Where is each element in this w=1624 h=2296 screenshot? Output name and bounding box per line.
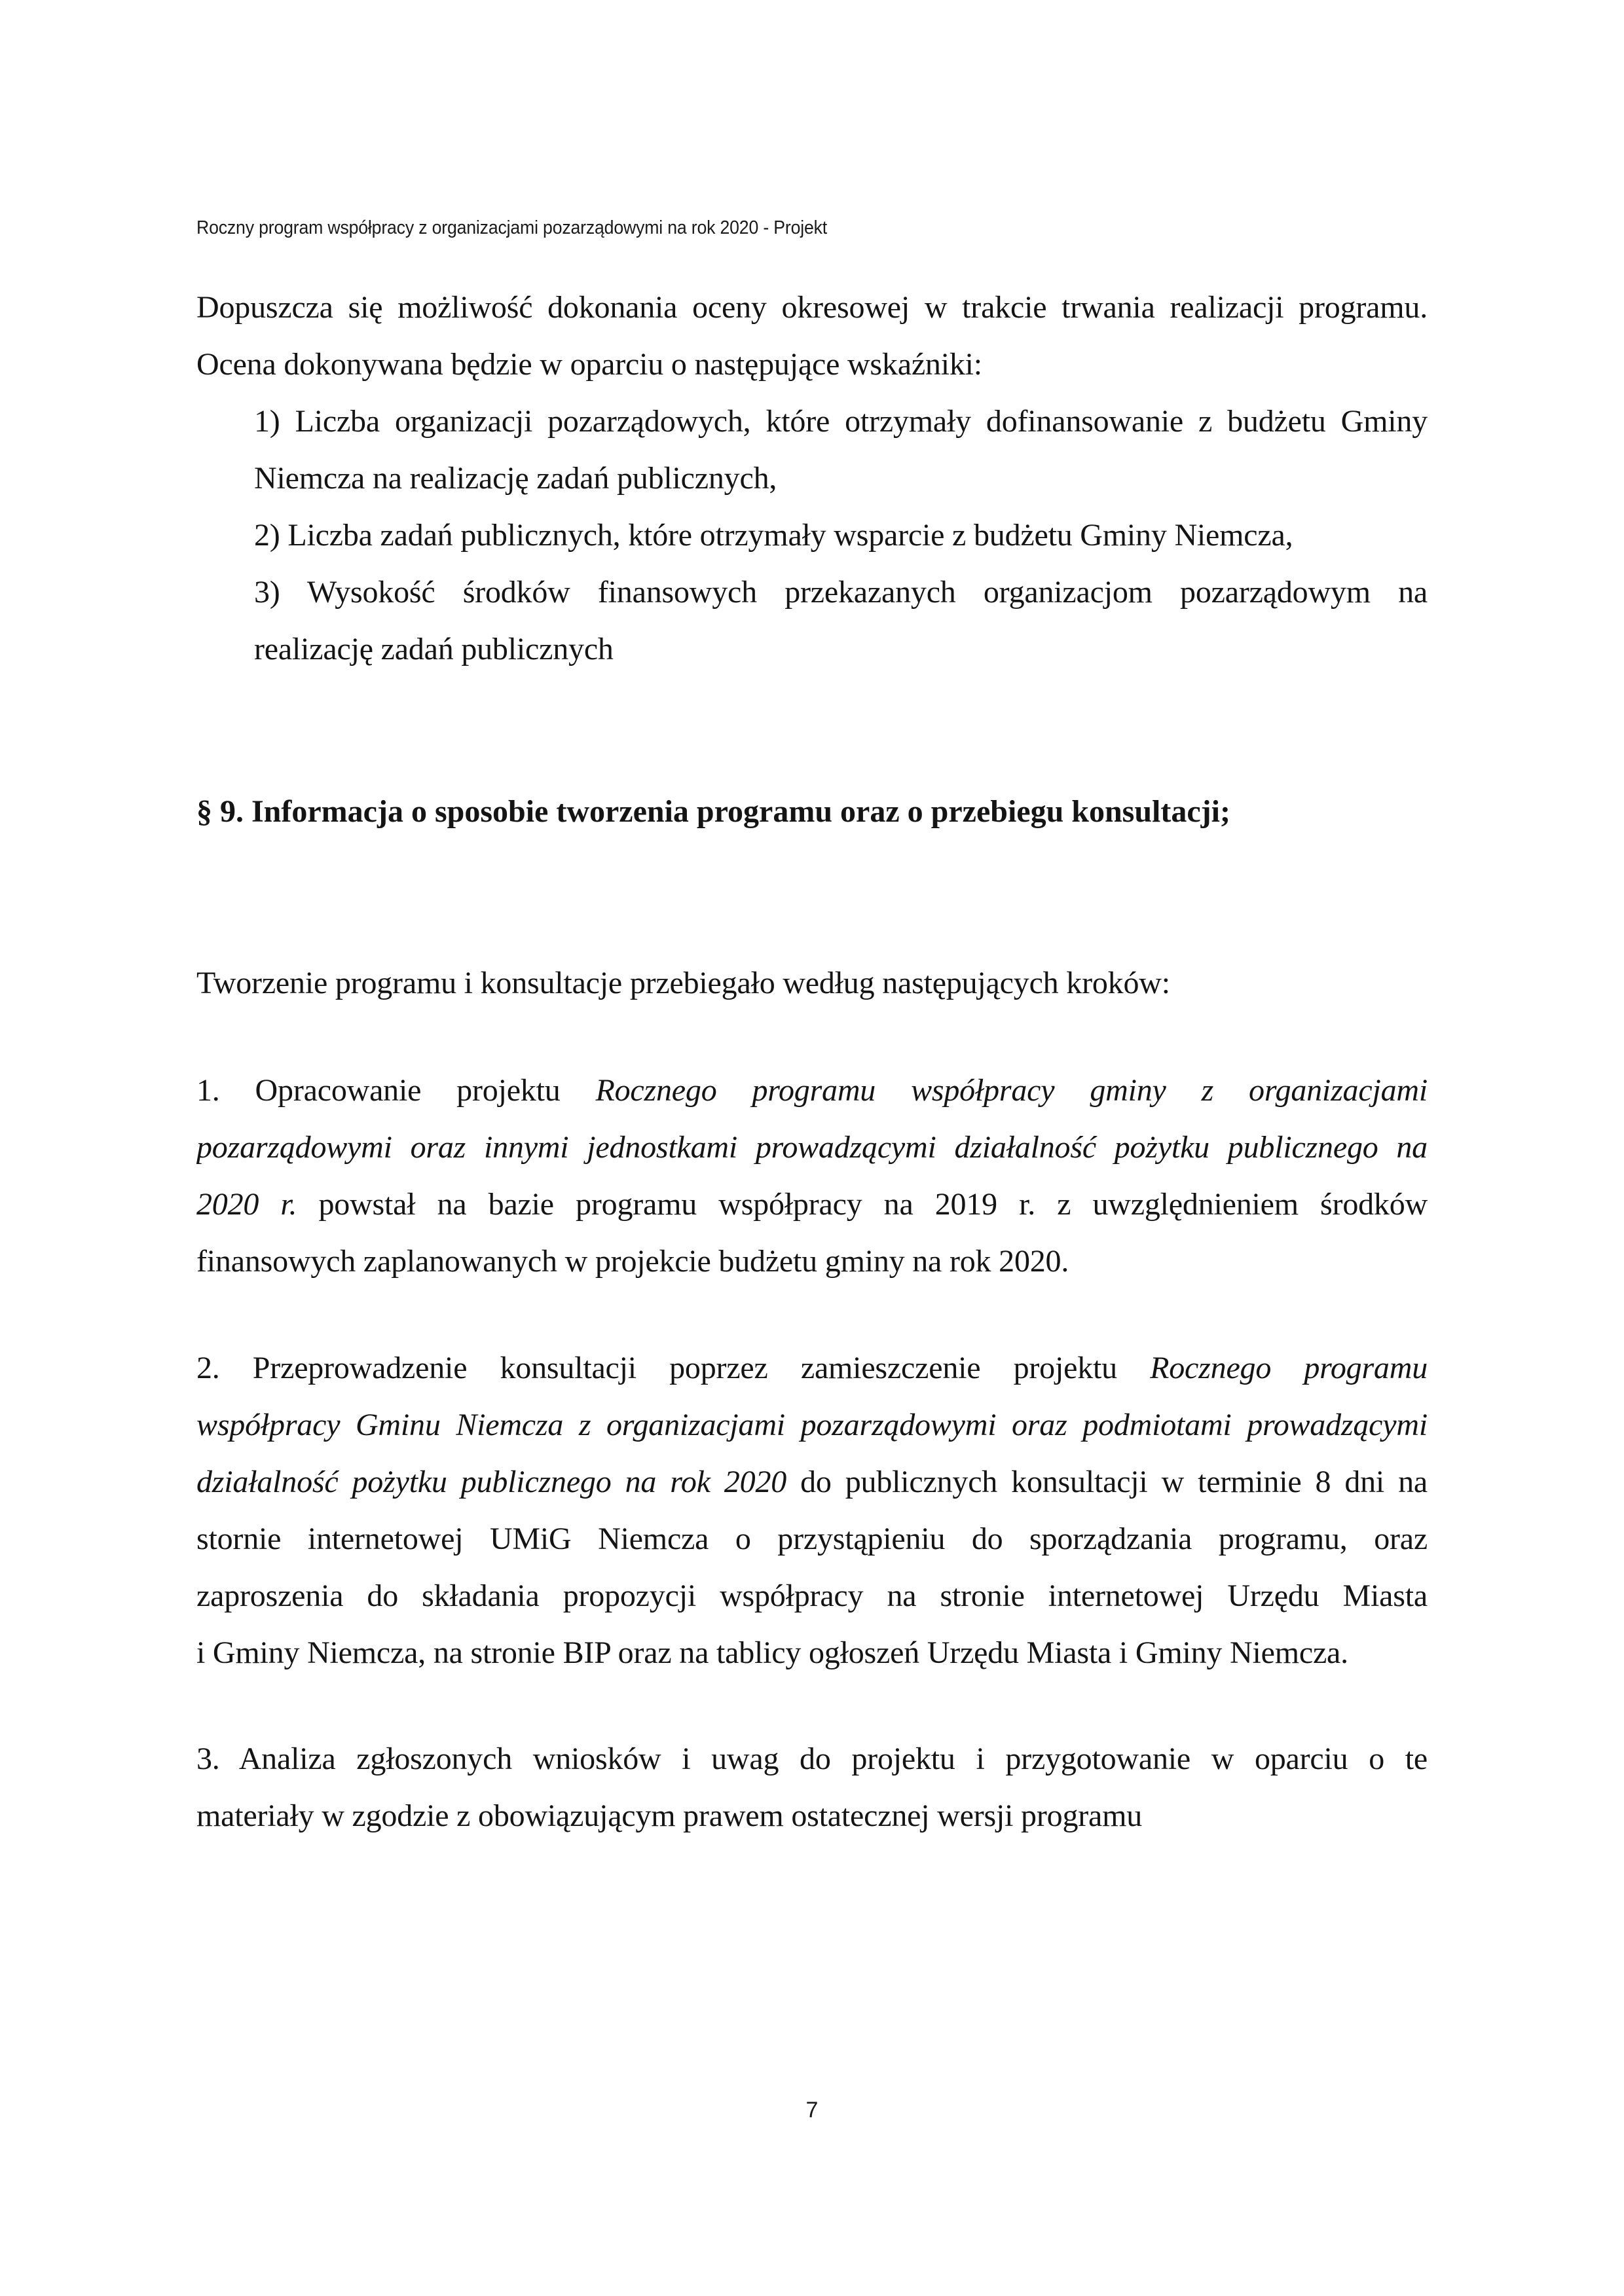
step-1-title-part-1: Rocznego programu współpracy gminy z organizacjami xyxy=(595,1073,1428,1108)
indicator-2-line-1: 2) Liczba zadań publicznych, które otrzymały wsparcie z budżetu Gminy Niemcza, xyxy=(254,518,1293,553)
step-2-text-part-1: do publicznych konsultacji w terminie 8 dni na xyxy=(786,1465,1428,1499)
step-2-line-4: stornie internetowej UMiG Niemcza o przystąpieniu do sporządzania programu, oraz xyxy=(196,1522,1428,1556)
step-2-line-3 xyxy=(196,1463,1428,1502)
step-2-line-6: i Gminy Niemcza, na stronie BIP oraz na tablicy ogłoszeń Urzędu Miasta i Gminy Niemcza. xyxy=(196,1635,1348,1670)
step-1-line-3 xyxy=(196,1185,1428,1224)
step-1-text-part-1: powstał na bazie programu współpracy na 2019 r. z uwzględnieniem środków xyxy=(297,1187,1428,1222)
intro-line-2: Ocena dokonywana będzie w oparciu o następujące wskaźniki: xyxy=(196,347,982,382)
step-2-title-part-1: Rocznego programu xyxy=(1150,1351,1428,1385)
running-header: Roczny program współpracy z organizacjami pozarządowymi na rok 2020 - Projekt xyxy=(196,217,828,238)
step-2-title-part-2: współpracy Gminu Niemcza z organizacjami pozarządowymi oraz podmiotami prowadzącymi xyxy=(196,1408,1428,1442)
step-2-line-5: zaproszenia do składania propozycji współpracy na stronie internetowej Urzędu Miasta xyxy=(196,1578,1428,1613)
step-1-label: 1. Opracowanie projektu xyxy=(196,1073,596,1108)
step-3-line-1: 3. Analiza zgłoszonych wniosków i uwag do projektu i przygotowanie w oparciu o te xyxy=(196,1741,1428,1776)
section-lead: Tworzenie programu i konsultacje przebiegało według następujących kroków: xyxy=(196,966,1170,1000)
step-2-line-2 xyxy=(196,1406,1428,1445)
step-1-title-part-3: 2020 r. xyxy=(196,1187,297,1222)
step-1-line-1 xyxy=(196,1071,1428,1110)
step-2-label: 2. Przeprowadzenie konsultacji poprzez zamieszczenie projektu xyxy=(196,1351,1151,1385)
page-number: 7 xyxy=(805,2098,819,2123)
section-heading: § 9. Informacja o sposobie tworzenia programu oraz o przebiegu konsultacji; xyxy=(196,794,1230,829)
indicator-1-line-1: 1) Liczba organizacji pozarządowych, które otrzymały dofinansowanie z budżetu Gminy xyxy=(254,404,1428,439)
step-1-title-part-2: pozarządowymi oraz innymi jednostkami prowadzącymi działalność pożytku publicznego na xyxy=(196,1130,1428,1165)
indicator-1-line-2: Niemcza na realizację zadań publicznych, xyxy=(254,461,777,496)
indicator-3-line-2: realizację zadań publicznych xyxy=(254,632,614,666)
step-2-title-part-3: działalność pożytku publicznego na rok 2020 xyxy=(196,1465,787,1499)
indicator-3-line-1: 3) Wysokość środków finansowych przekazanych organizacjom pozarządowym na xyxy=(254,575,1428,610)
step-1-line-2 xyxy=(196,1128,1428,1167)
step-1-line-4: finansowych zaplanowanych w projekcie budżetu gminy na rok 2020. xyxy=(196,1244,1069,1279)
step-3-line-2: materiały w zgodzie z obowiązującym prawem ostatecznej wersji programu xyxy=(196,1798,1143,1833)
intro-line-1: Dopuszcza się możliwość dokonania oceny okresowej w trakcie trwania realizacji programu. xyxy=(196,290,1428,325)
step-2-line-1 xyxy=(196,1349,1428,1388)
